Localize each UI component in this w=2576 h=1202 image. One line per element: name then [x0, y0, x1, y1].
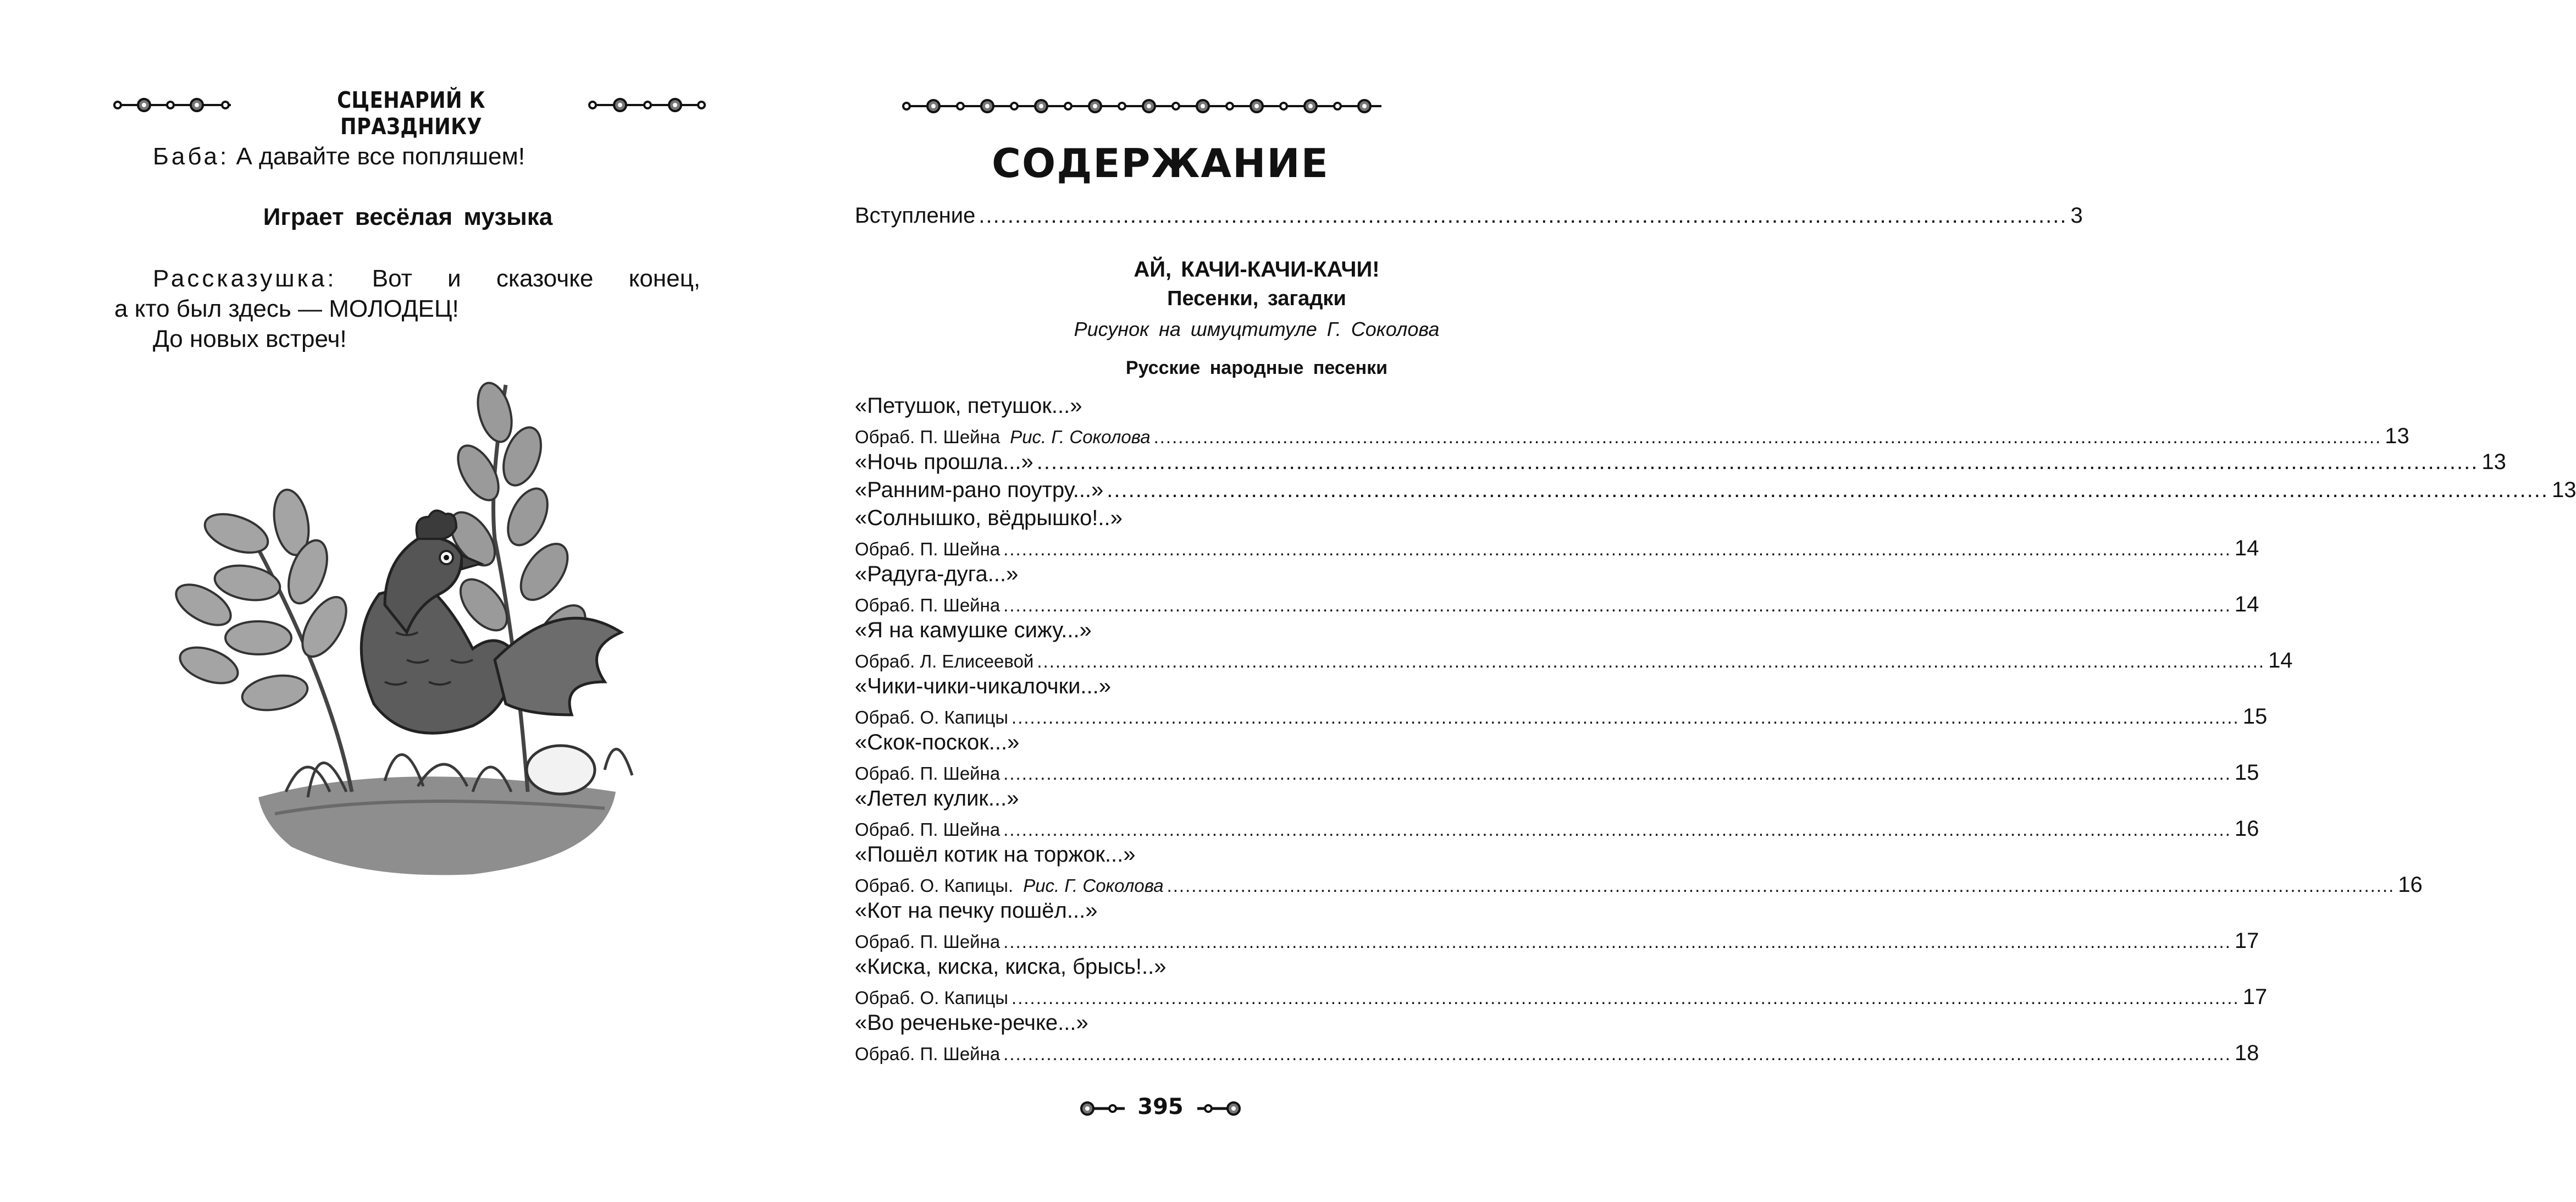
toc-page-number: 17 — [2234, 929, 2259, 953]
toc-title: СОДЕРЖАНИЕ — [992, 140, 1329, 186]
leader-dots: ........................................................................................................................................................................................................ — [1003, 931, 2231, 952]
right-page — [773, 0, 2576, 1202]
adaptation-credit: Обраб. О. Капицы. — [855, 875, 1014, 896]
toc-entry-title: «Киска, киска, киска, брысь!..» — [855, 955, 1167, 979]
toc-page-number: 16 — [2234, 817, 2259, 841]
adaptation-credit: Обраб. П. Шейна — [855, 539, 1000, 559]
adaptation-credit: Обраб. П. Шейна — [855, 595, 1000, 615]
toc-page-number: 17 — [2242, 985, 2268, 1009]
header-ornament-right-icon — [587, 97, 708, 113]
toc-entry-title: «Ранним-рано поутру...» — [855, 478, 1104, 502]
leader-dots: ........................................................................................................................................................................................................ — [1003, 1044, 2231, 1064]
speaker-name: Рассказушка: — [153, 265, 337, 292]
toc-entry[interactable] — [855, 506, 1659, 531]
section-subheading: Песенки, загадки — [1167, 287, 1346, 310]
leader-dots: ........................................................................................................................................................................................................ — [1003, 819, 2231, 840]
toc-entry-title: «Во реченьке-речке...» — [855, 1011, 1088, 1035]
toc-entry[interactable] — [855, 562, 1659, 587]
toc-entry[interactable] — [855, 450, 2506, 475]
page-number: 395 — [1137, 1094, 1184, 1120]
toc-page-number: 13 — [2551, 478, 2576, 502]
leader-dots: ........................................................................................................................................................................................................ — [1003, 763, 2231, 784]
toc-entry[interactable] — [855, 618, 1659, 643]
illustration-credit: Рис. Г. Соколова — [1010, 427, 1151, 447]
toc-entry[interactable] — [855, 394, 1659, 418]
toc-entry[interactable] — [855, 730, 1659, 755]
leader-dots: ........................................................................................................................................................................................................ — [1011, 707, 2240, 727]
toc-page-number: 15 — [2234, 760, 2259, 785]
toc-entry-title: «Я на камушке сижу...» — [855, 618, 1092, 642]
leader-dots: ........................................................................................................................................................................................................ — [1037, 651, 2265, 671]
toc-entry-title: «Летел кулик...» — [855, 786, 1019, 810]
dialogue-text: А давайте все попляшем! — [236, 143, 525, 170]
toc-entry-title: «Петушок, петушок...» — [855, 394, 1082, 418]
toc-entry-adaptation[interactable] — [855, 873, 2423, 897]
header-ornament-left-icon — [113, 97, 234, 113]
toc-intro-row[interactable] — [855, 203, 2083, 228]
toc-entry[interactable] — [855, 842, 1659, 867]
illustration-credit: Рис. Г. Соколова — [1023, 875, 1164, 896]
leader-dots: ........................................................................................................................................................................................................ — [1167, 875, 2395, 896]
adaptation-credit: Обраб. П. Шейна — [855, 819, 1000, 840]
toc-entry-adaptation[interactable] — [855, 704, 2268, 729]
section-credit: Рисунок на шмуцтитуле Г. Соколова — [1074, 318, 1440, 340]
toc-entry-title: «Чики-чики-чикалочки...» — [855, 674, 1111, 698]
footer-ornament-right-icon — [1194, 1100, 1243, 1117]
toc-entry[interactable] — [855, 786, 1659, 811]
toc-entry-title: «Ночь прошла...» — [855, 450, 1033, 474]
toc-entry[interactable] — [855, 478, 2576, 503]
toc-page-number: 15 — [2242, 704, 2268, 729]
dialogue-text: Вот и сказочке конец, — [372, 265, 700, 292]
adaptation-credit: Обраб. П. Шейна — [855, 427, 1000, 447]
adaptation-credit: Обраб. П. Шейна — [855, 1044, 1000, 1064]
toc-page-number: 3 — [2070, 203, 2083, 228]
dialogue-line — [153, 143, 700, 170]
adaptation-credit: Обраб. П. Шейна — [855, 931, 1000, 952]
toc-entry-title: «Радуга-дуга...» — [855, 562, 1019, 586]
leader-dots: ........................................................................................................................................................................................................ — [1107, 478, 2549, 502]
toc-entry-title: «Скок-поскок...» — [855, 730, 1020, 754]
dialogue-text: а кто был здесь — МОЛОДЕЦ! — [114, 295, 459, 322]
toc-entry-adaptation[interactable] — [855, 760, 2259, 785]
toc-entry-adaptation[interactable] — [855, 1041, 2259, 1066]
leader-dots: ........................................................................................................................................................................................................ — [1003, 595, 2231, 615]
adaptation-credit: Обраб. О. Капицы — [855, 707, 1009, 727]
toc-entry[interactable] — [855, 955, 1659, 979]
rooster-illustration-icon — [165, 374, 649, 885]
leader-dots: ........................................................................................................................................................................................................ — [1003, 539, 2231, 559]
toc-entry[interactable] — [855, 1011, 1659, 1035]
toc-page-number: 18 — [2234, 1041, 2259, 1065]
toc-entry-title: «Пошёл котик на торжок...» — [855, 842, 1136, 867]
toc-page-number: 13 — [2385, 424, 2409, 448]
toc-page-number: 16 — [2398, 873, 2423, 897]
leader-dots: ........................................................................................................................................................................................................ — [1036, 450, 2479, 474]
toc-page-number: 14 — [2234, 536, 2259, 560]
dialogue-line — [153, 265, 700, 293]
toc-entry-title: «Кот на печку пошёл...» — [855, 898, 1098, 923]
toc-entry[interactable] — [855, 898, 1659, 923]
subsection-heading: Русские народные песенки — [1125, 357, 1388, 378]
toc-entry-adaptation[interactable] — [855, 929, 2259, 953]
adaptation-credit: Обраб. Л. Елисеевой — [855, 651, 1034, 671]
leader-dots: ....................................................................................................................................................... — [979, 203, 2068, 228]
stage-direction: Играет весёлая музыка — [263, 203, 553, 230]
running-head: СЦЕНАРИЙ К ПРАЗДНИКУ — [337, 87, 485, 140]
toc-entry-adaptation[interactable] — [855, 648, 2293, 673]
toc-entry[interactable] — [855, 674, 1659, 699]
toc-entry-adaptation[interactable] — [855, 536, 2259, 561]
toc-entry-adaptation[interactable] — [855, 985, 2268, 1010]
top-ornament-icon — [901, 98, 1385, 114]
toc-entry-title: «Солнышко, вёдрышко!..» — [855, 506, 1123, 530]
footer-ornament-left-icon — [1079, 1100, 1128, 1117]
dialogue-text: До новых встреч! — [153, 326, 347, 352]
toc-page-number: 13 — [2481, 450, 2506, 474]
toc-page-number: 14 — [2268, 648, 2293, 672]
left-page — [0, 0, 773, 1202]
section-heading: АЙ, КАЧИ-КАЧИ-КАЧИ! — [1134, 257, 1380, 282]
adaptation-credit: Обраб. П. Шейна — [855, 763, 1000, 784]
toc-entry-adaptation[interactable] — [855, 424, 2409, 449]
toc-entry-title: Вступление — [855, 203, 976, 228]
leader-dots: ........................................................................................................................................................................................................ — [1011, 988, 2240, 1008]
adaptation-credit: Обраб. О. Капицы — [855, 988, 1009, 1008]
leader-dots: ........................................................................................................................................................................................................ — [1153, 427, 2382, 447]
toc-entry-adaptation[interactable] — [855, 592, 2259, 617]
toc-entry-adaptation[interactable] — [855, 817, 2259, 841]
speaker-name: Баба: — [153, 143, 230, 170]
toc-page-number: 14 — [2234, 592, 2259, 616]
